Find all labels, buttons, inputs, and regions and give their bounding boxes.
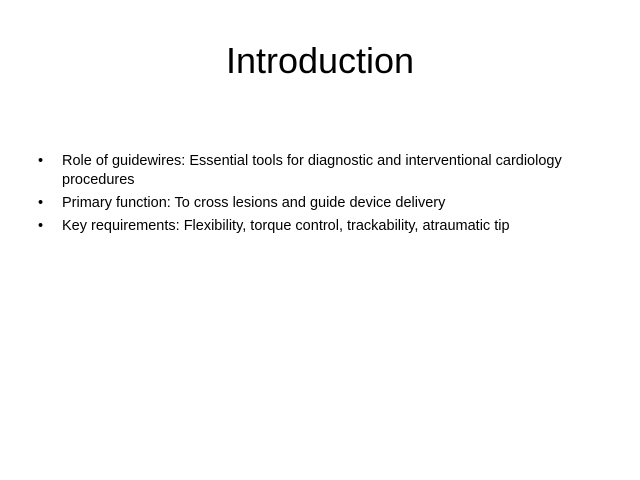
- bullet-icon: •: [38, 153, 44, 169]
- bullet-item: [38, 152, 598, 190]
- bullet-icon: •: [38, 195, 44, 211]
- bullet-text: Primary function: To cross lesions and guide device delivery: [62, 195, 446, 211]
- slide-title: Introduction: [225, 40, 415, 81]
- bullet-list: [38, 152, 598, 240]
- bullet-text: Role of guidewires: Essential tools for diagnostic and interventional cardiology procedures: [62, 153, 562, 188]
- bullet-item: [38, 194, 598, 213]
- bullet-icon: •: [38, 218, 44, 234]
- bullet-item: [38, 217, 598, 236]
- bullet-text: Key requirements: Flexibility, torque control, trackability, atraumatic tip: [62, 218, 510, 234]
